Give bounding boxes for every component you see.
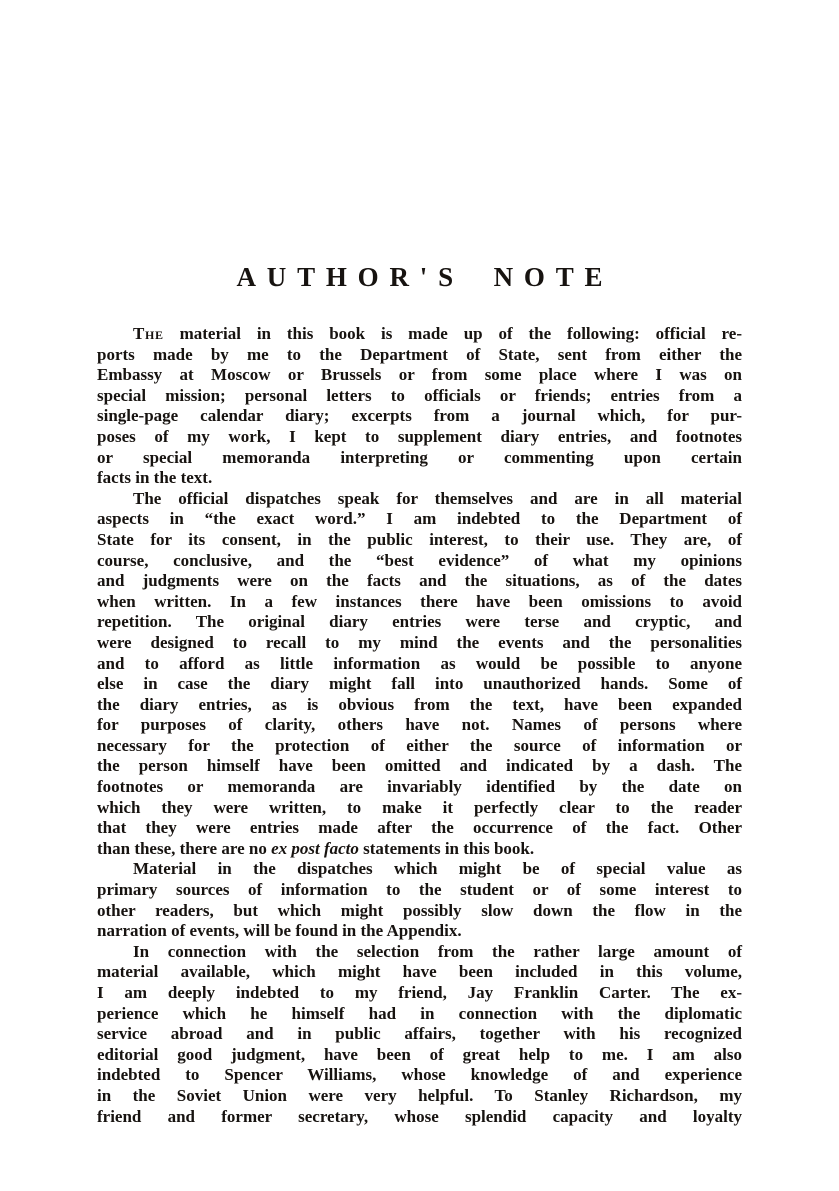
text-line <box>97 962 742 983</box>
text-segment: narration of events, will be found in the Appendix. <box>97 921 462 941</box>
text-line <box>97 1004 742 1025</box>
paragraph <box>97 942 742 1127</box>
text-line <box>97 324 742 345</box>
text-segment: service abroad and in public affairs, together with his recognized <box>97 1024 742 1044</box>
text-segment: The official dispatches speak for themselves and are in all material <box>133 488 742 508</box>
text-line <box>97 345 742 366</box>
text-segment: material in this book is made up of the following: official re- <box>163 324 742 343</box>
text-segment: material available, which might have been included in this volume, <box>97 962 742 982</box>
body-text <box>97 324 742 1127</box>
text-line <box>97 633 742 654</box>
text-line <box>97 942 742 963</box>
text-segment: else in case the diary might fall into unauthorized hands. Some of <box>97 674 742 694</box>
text-segment: special mission; personal letters to officials or friends; entries from a <box>97 385 742 405</box>
text-segment: Embassy at Moscow or Brussels or from some place where I was on <box>97 365 742 385</box>
text-segment: I am deeply indebted to my friend, Jay Franklin Carter. The ex- <box>97 983 742 1002</box>
text-segment: the person himself have been omitted and indicated by a dash. The <box>97 756 742 776</box>
text-segment: when written. In a few instances there have been omissions to avoid <box>97 591 742 611</box>
text-line <box>97 406 742 427</box>
text-segment: In connection with the selection from the rather large amount of <box>133 941 742 961</box>
text-line <box>97 798 742 819</box>
text-line <box>97 571 742 592</box>
text-segment: necessary for the protection of either the source of information or <box>97 735 742 755</box>
text-segment: The <box>133 324 164 343</box>
text-line <box>97 386 742 407</box>
text-line <box>97 448 742 469</box>
text-line <box>97 674 742 695</box>
text-line <box>97 921 742 942</box>
text-line <box>97 859 742 880</box>
text-column <box>97 260 742 1127</box>
text-line <box>97 530 742 551</box>
text-segment: State for its consent, in the public interest, to their use. They are, of <box>97 529 742 549</box>
text-segment: that they were entries made after the occurrence of the fact. Other <box>97 818 742 838</box>
text-segment: statements in this book. <box>358 838 535 858</box>
text-segment: facts in the text. <box>97 468 213 488</box>
text-segment: and judgments were on the facts and the situations, as of the dates <box>97 571 742 591</box>
text-segment: and to afford as little information as would be possible to anyone <box>97 653 742 673</box>
text-segment: poses of my work, I kept to supplement diary entries, and footnotes <box>97 426 742 446</box>
text-line <box>97 839 742 860</box>
text-segment: which they were written, to make it perfectly clear to the reader <box>97 797 742 817</box>
text-segment: in the Soviet Union were very helpful. To Stanley Richardson, my <box>97 1085 742 1105</box>
text-line <box>97 818 742 839</box>
paragraph <box>97 859 742 941</box>
text-line <box>97 1045 742 1066</box>
text-segment: ex post facto <box>271 838 359 858</box>
text-line <box>97 365 742 386</box>
text-line <box>97 489 742 510</box>
text-segment: were designed to recall to my mind the events and the personalities <box>97 632 742 652</box>
text-line <box>97 777 742 798</box>
text-segment: single-page calendar diary; excerpts from a journal which, for pur- <box>97 406 742 426</box>
text-line <box>97 756 742 777</box>
text-segment: the diary entries, as is obvious from the text, have been expanded <box>97 694 742 714</box>
text-line <box>97 592 742 613</box>
text-segment: ports made by me to the Department of State, sent from either the <box>97 344 742 364</box>
text-line <box>97 983 742 1004</box>
text-segment: repetition. The original diary entries were terse and cryptic, and <box>97 612 742 632</box>
text-line <box>97 880 742 901</box>
page-title: AUTHOR'S NOTE <box>236 262 614 292</box>
text-segment: editorial good judgment, have been of great help to me. I am also <box>97 1044 742 1064</box>
text-line <box>97 468 742 489</box>
text-segment: course, conclusive, and the “best evidence” of what my opinions <box>97 550 742 570</box>
text-line <box>97 1107 742 1128</box>
text-segment: than these, there are no <box>97 838 272 858</box>
text-line <box>97 1086 742 1107</box>
text-segment: for purposes of clarity, others have not. Names of persons where <box>97 715 742 735</box>
text-segment: perience which he himself had in connection with the diplomatic <box>97 1003 742 1023</box>
text-line <box>97 695 742 716</box>
text-line <box>97 1065 742 1086</box>
text-line <box>97 509 742 530</box>
text-line <box>97 715 742 736</box>
text-segment: footnotes or memoranda are invariably identified by the date on <box>97 777 742 797</box>
text-line <box>97 427 742 448</box>
text-segment: primary sources of information to the student or of some interest to <box>97 880 742 900</box>
text-line <box>97 1024 742 1045</box>
text-segment: other readers, but which might possibly slow down the flow in the <box>97 900 742 920</box>
text-line <box>97 901 742 922</box>
paragraph <box>97 489 742 860</box>
text-segment: friend and former secretary, whose splendid capacity and loyalty <box>97 1106 742 1126</box>
text-line <box>97 612 742 633</box>
text-segment: Material in the dispatches which might be of special value as <box>133 859 742 879</box>
text-segment: or special memoranda interpreting or commenting upon certain <box>97 447 742 467</box>
text-line <box>97 654 742 675</box>
text-line <box>97 736 742 757</box>
text-line <box>97 551 742 572</box>
text-segment: indebted to Spencer Williams, whose knowledge of and experience <box>97 1065 742 1085</box>
paragraph <box>97 324 742 489</box>
text-segment: aspects in “the exact word.” I am indebted to the Department of <box>97 509 742 529</box>
